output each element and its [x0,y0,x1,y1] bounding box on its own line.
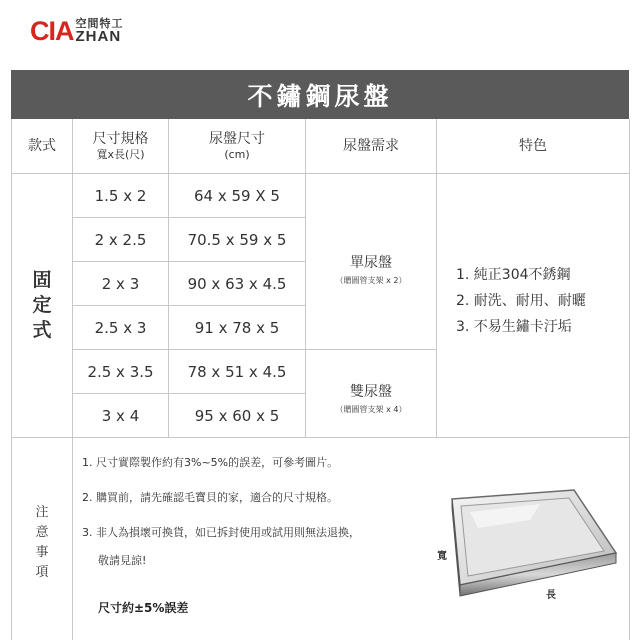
table-row-size: 70.5 x 59 x 5 [187,230,287,249]
header-feature: 特色 [519,138,547,155]
logo-chinese: 空間特工 [75,17,124,30]
type-label-fixed: 固 定 式 [32,269,52,341]
table-row-spec: 2.5 x 3 [94,318,147,337]
table-row-spec: 2 x 2.5 [94,230,147,249]
note-item: 3. 非人為損壞可換貨，如已拆封使用或試用則無法退換， [82,526,360,539]
feature-item: 2. 耐洗、耐用、耐曬 [456,293,586,309]
tolerance-note: 尺寸約±5%誤差 [98,601,189,615]
notes-label: 注 意 事 項 [35,504,49,581]
header-style: 款式 [28,138,56,155]
need-double-sub: （贈圓管支架 x 4） [335,404,407,414]
page-title: 不鏽鋼尿盤 [11,70,629,119]
logo-mark: CIA [30,15,74,46]
need-single-sub: （贈圓管支架 x 2） [335,275,407,285]
header-tray-size-unit: (cm) [224,148,250,162]
header-need: 尿盤需求 [343,138,399,155]
header-spec-label: 尺寸規格 [92,131,149,148]
table-row-size: 90 x 63 x 4.5 [187,274,287,293]
need-double-label: 雙尿盤 [350,383,392,400]
feature-item: 3. 不易生鏽卡汙垢 [456,319,572,335]
header-tray-size-label: 尿盤尺寸 [209,131,265,148]
table-row-size: 91 x 78 x 5 [194,318,280,337]
tray-width-label: 寬 [437,551,447,562]
need-single-label: 單尿盤 [350,254,392,271]
table-row-spec: 1.5 x 2 [94,186,147,205]
table-row-spec: 3 x 4 [101,406,140,425]
table-row-size: 64 x 59 X 5 [194,186,280,205]
note-item: 敬請見諒! [98,554,147,567]
table-row-spec: 2.5 x 3.5 [87,362,154,381]
table-row-spec: 2 x 3 [101,274,140,293]
note-item: 1. 尺寸實際製作約有3%~5%的誤差，可參考圖片。 [82,456,339,469]
table-row-size: 78 x 51 x 4.5 [187,362,287,381]
feature-item: 1. 純正304不銹鋼 [456,267,571,283]
table-row-size: 95 x 60 x 5 [194,406,280,425]
note-item: 2. 購買前，請先確認毛寶貝的家，適合的尺寸規格。 [82,491,338,504]
logo-english: ZHAN [75,28,122,45]
header-spec-sub: 寬x長(尺) [96,148,145,162]
tray-length-label: 長 [546,590,556,601]
